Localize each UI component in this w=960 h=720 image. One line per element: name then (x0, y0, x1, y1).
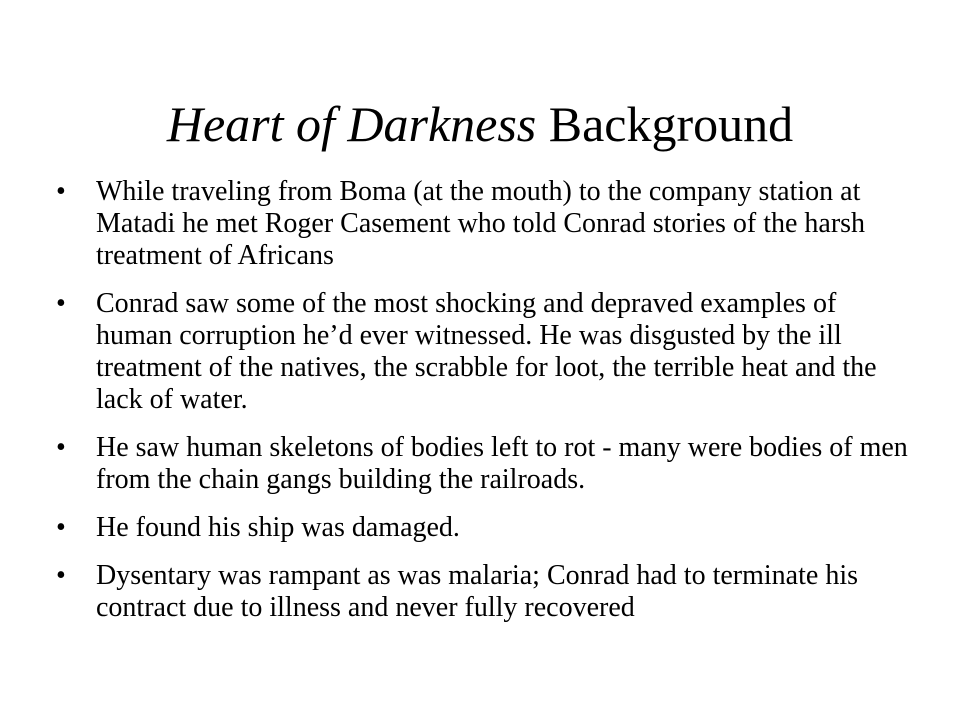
bullet-icon: • (56, 176, 66, 207)
slide-title (0, 92, 960, 156)
bullet-icon: • (56, 288, 66, 319)
slide-title-rest: Background (536, 96, 794, 152)
bullet-text: He found his ship was damaged. (96, 512, 460, 543)
bullet-text: He saw human skeletons of bodies left to rot - many were bodies of men from the chain gangs building the railroads. (96, 432, 908, 495)
bullet-item (56, 432, 916, 496)
bullet-icon: • (56, 432, 66, 463)
bullet-icon: • (56, 512, 66, 543)
bullet-item (56, 512, 916, 544)
bullet-item (56, 560, 916, 624)
bullet-text: While traveling from Boma (at the mouth) to the company station at Matadi he met Roger Casement who told Conrad stories of the harsh treatment of Africans (96, 176, 866, 271)
bullet-list (56, 176, 916, 640)
slide-title-italic: Heart of Darkness (166, 96, 537, 152)
bullet-icon: • (56, 560, 66, 591)
bullet-item (56, 176, 916, 272)
bullet-item (56, 288, 916, 416)
bullet-text: Conrad saw some of the most shocking and depraved examples of human corruption he’d ever witnessed. He was disgusted by the ill treatment of the natives, the scrabble for loot, the terrible heat and the lack of water. (96, 288, 877, 415)
bullet-text: Dysentary was rampant as was malaria; Conrad had to terminate his contract due to illness and never fully recovered (96, 560, 858, 623)
